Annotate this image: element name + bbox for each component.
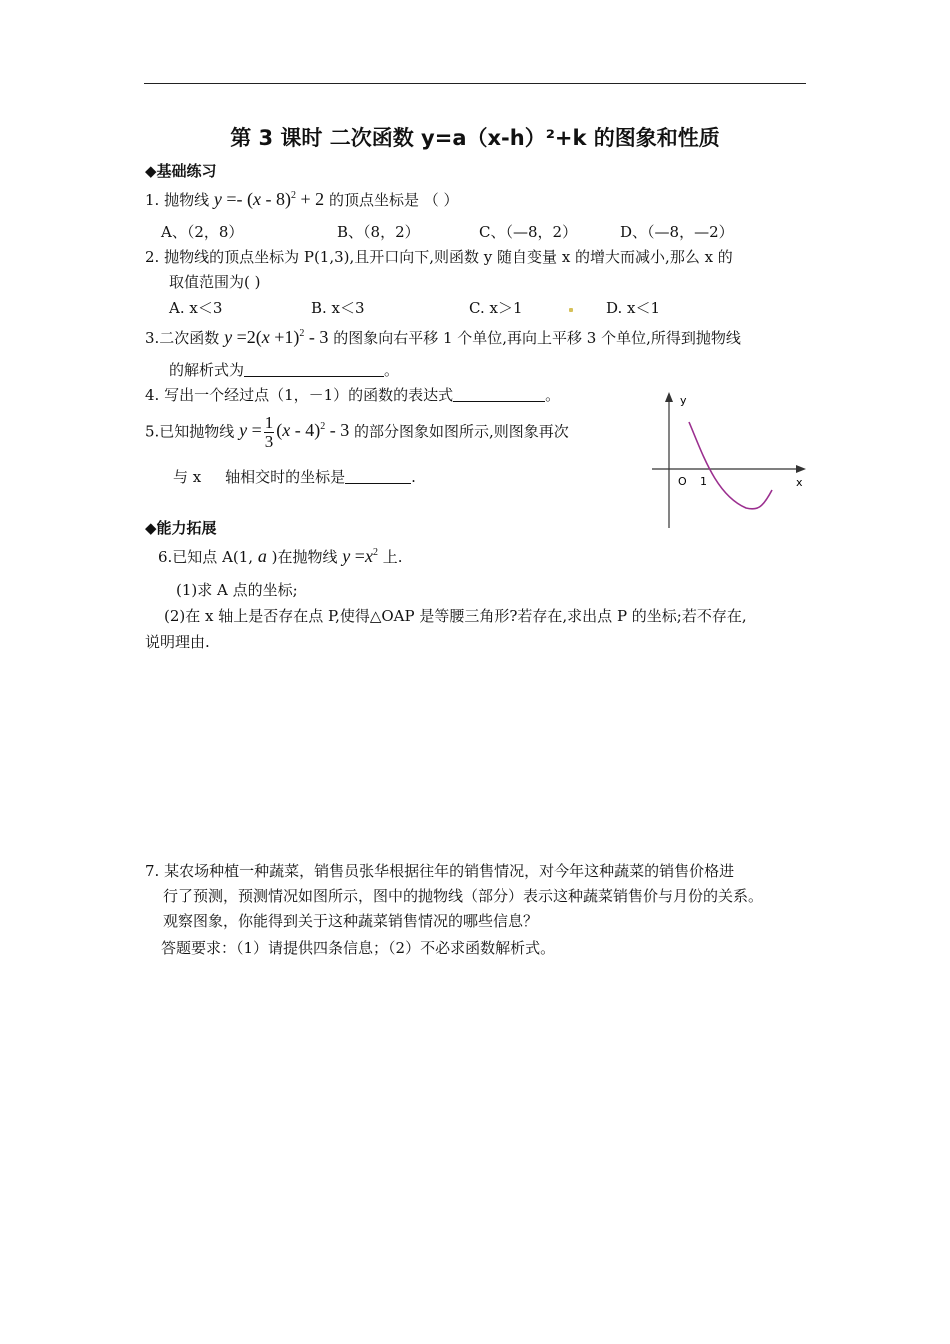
q7-line4: 答题要求：（1）请提供四条信息；（2）不必求函数解析式。 xyxy=(161,939,556,957)
question-6 xyxy=(158,546,403,567)
q6-sub1: (1)求 A 点的坐标; xyxy=(176,581,298,599)
q2-line2: 取值范围为( ) xyxy=(169,273,261,291)
q6-prefix: 6.已知点 A(1, xyxy=(158,548,254,566)
parabola-curve xyxy=(689,422,772,509)
page-title: 第 3 课时 二次函数 y=a（x-h）²+k 的图象和性质 xyxy=(230,126,720,150)
q4-text: 4. 写出一个经过点（1，－1）的函数的表达式 xyxy=(145,386,454,404)
q1-option-c: C、（—8，2） xyxy=(479,223,578,241)
q5-formula: y = $\frac{1}{3}$ (x - 4)$^2$ - 3 xyxy=(239,413,350,451)
q3-line2-text: 的解析式为 xyxy=(169,361,245,379)
q5-parabola-graph xyxy=(648,390,813,530)
q5-line2-end: . xyxy=(411,468,416,486)
stray-mark xyxy=(569,308,573,312)
section-ability-heading: ◆能力拓展 xyxy=(145,519,217,537)
q3-formula: $y =2(x +1)^2 - 3$ xyxy=(224,327,329,347)
tick-label-1: 1 xyxy=(700,475,707,488)
q7-line1: 7. 某农场种植一种蔬菜，销售员张华根据往年的销售情况，对今年这种蔬菜的销售价格进 xyxy=(145,862,735,880)
q6-sub2: (2)在 x 轴上是否存在点 P,使得△OAP 是等腰三角形?若存在,求出点 P 的坐标;若不存在, xyxy=(164,607,747,625)
q5-suffix: 的部分图象如图所示,则图象再次 xyxy=(354,422,569,441)
q2-line1: 2. 抛物线的顶点坐标为 P(1,3),且开口向下,则函数 y 随自变量 x 的增大而减小,那么 x 的 xyxy=(145,248,733,266)
x-axis-label: x xyxy=(796,476,803,489)
y-axis-label: y xyxy=(680,394,687,407)
question-1 xyxy=(145,189,459,210)
q5-line2a: 与 x xyxy=(173,468,202,486)
header-rule xyxy=(144,83,806,84)
q7-line2: 行了预测，预测情况如图所示，图中的抛物线（部分）表示这种蔬菜销售价与月份的关系。 xyxy=(163,887,764,905)
q5-answer-blank xyxy=(345,469,411,484)
q7-line3: 观察图象，你能得到关于这种蔬菜销售情况的哪些信息？ xyxy=(163,912,539,930)
q6-var: a xyxy=(257,546,267,566)
q6-suffix: 上. xyxy=(382,548,403,566)
q2-option-b: B. x＜3 xyxy=(311,299,365,317)
q1-option-a: A、（2，8） xyxy=(161,223,244,241)
q5-line2b: 轴相交时的坐标是 xyxy=(225,468,346,486)
q1-formula: y =- (x - 8)$^2$ + 2 xyxy=(213,189,325,209)
origin-label: O xyxy=(678,475,687,488)
q3-answer-blank xyxy=(244,362,384,377)
q6-sub2b: 说明理由. xyxy=(145,633,210,651)
q3-suffix: 的图象向右平移 1 个单位,再向上平移 3 个单位,所得到抛物线 xyxy=(333,329,741,347)
question-5 xyxy=(145,414,569,451)
y-axis-arrow xyxy=(665,392,673,402)
q5-prefix: 5.已知抛物线 xyxy=(145,422,235,441)
q3-line2 xyxy=(169,359,399,380)
question-3 xyxy=(145,327,741,348)
q3-line2-end: 。 xyxy=(384,361,400,379)
q4-answer-blank xyxy=(453,387,545,402)
q1-option-b: B、（8，2） xyxy=(337,223,420,241)
q3-prefix: 3.二次函数 xyxy=(145,329,220,347)
q2-option-c: C. x＞1 xyxy=(469,299,523,317)
section-basic-heading: ◆基础练习 xyxy=(145,162,217,180)
x-axis-arrow xyxy=(796,465,806,473)
q5-line2 xyxy=(173,466,416,487)
q6-formula: $y =x^2$ xyxy=(342,546,378,566)
q6-mid: )在抛物线 xyxy=(271,548,338,566)
q1-prefix: 1. 抛物线 xyxy=(145,191,210,209)
question-4 xyxy=(145,384,560,405)
q1-suffix: 的顶点坐标是 （ ） xyxy=(328,191,459,209)
q2-option-d: D. x＜1 xyxy=(606,299,661,317)
q4-end: 。 xyxy=(545,386,561,404)
q1-option-d: D、（—8，—2） xyxy=(620,223,734,241)
q2-option-a: A. x＜3 xyxy=(169,299,223,317)
